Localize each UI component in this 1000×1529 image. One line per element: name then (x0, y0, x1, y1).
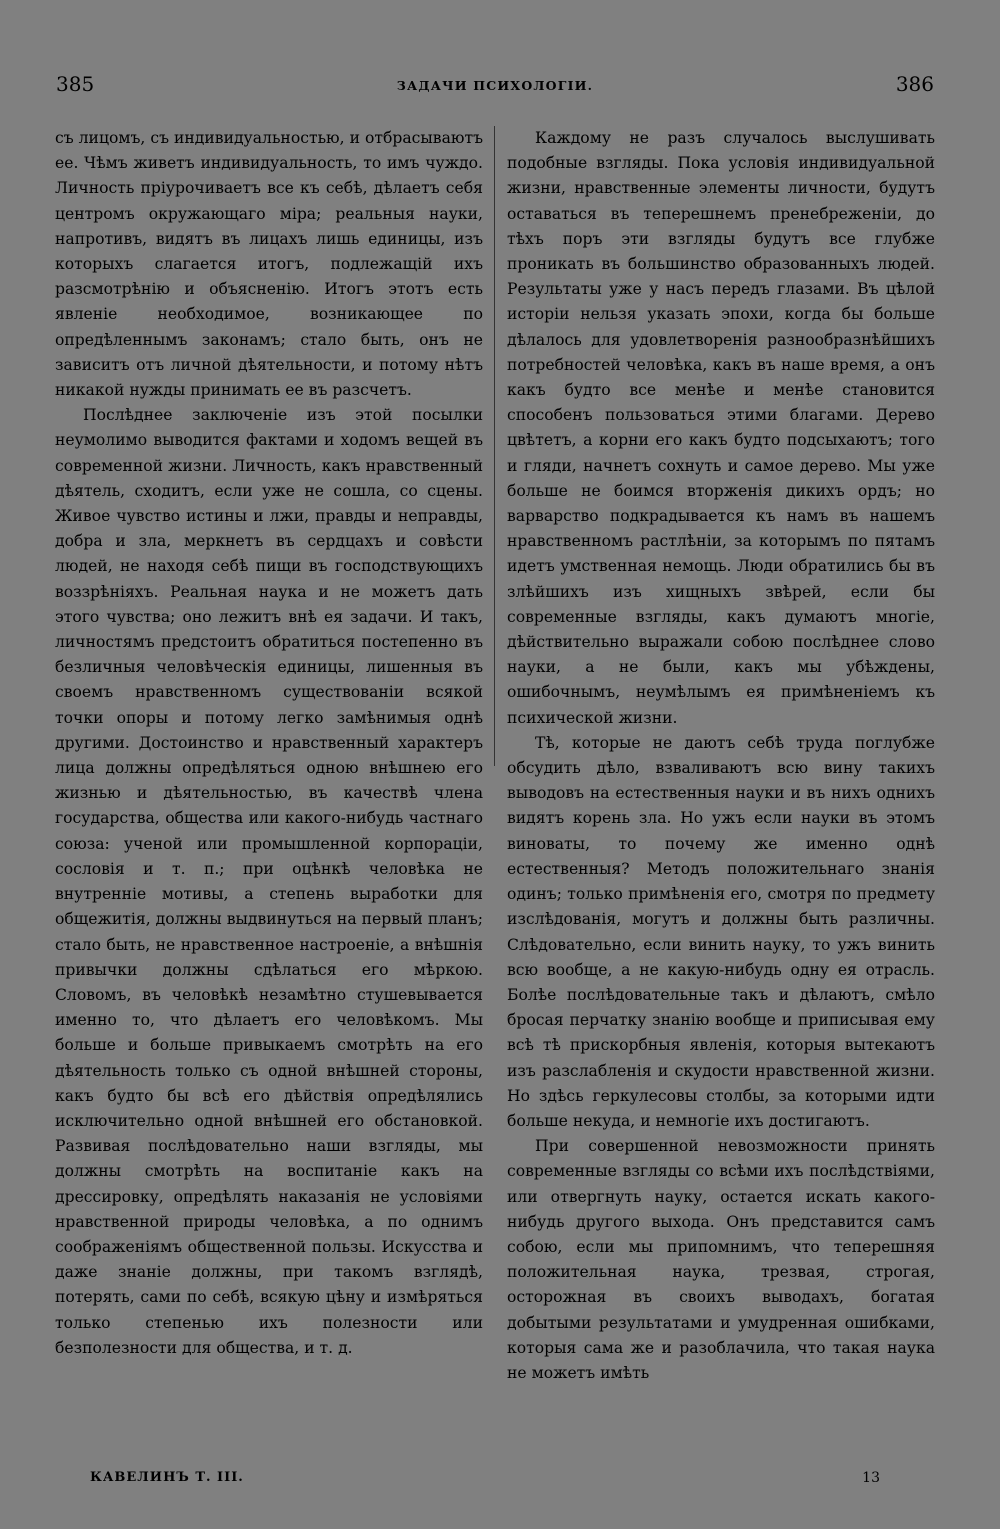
paragraph: съ лицомъ, съ индивидуальностью, и отбрасываютъ ее. Чѣмъ живетъ индивидуальность, то имъ чуждо. Личность пріурочиваетъ все къ себѣ, дѣлаетъ себя центромъ окружающаго міра; реальныя науки, напротивъ, видятъ въ лицахъ лишь единицы, изъ которыхъ слагается итогъ, подлежащій ихъ разсмотрѣнію и объясненію. Итогъ этотъ есть явленіе необходимое, возникающее по опредѣленнымъ законамъ; стало быть, онъ не зависитъ отъ личной дѣятельности, и потому нѣтъ никакой нужды принимать ее въ разсчетъ. (55, 129, 483, 400)
paragraph: Каждому не разъ случалось выслушивать подобные взгляды. Пока условія индивидуальной жизни, нравственные элементы личности, будутъ оставаться въ теперешнемъ пренебреженіи, до тѣхъ поръ эти взгляды будутъ все глубже проникать въ большинство образованныхъ людей. Результаты уже у насъ передъ глазами. Въ цѣлой исторіи нельзя указать эпохи, когда бы больше дѣлалось для удовлетворенія разнообразнѣйшихъ потребностей человѣка, какъ въ наше время, а онъ какъ будто все менѣе и менѣе становится способенъ пользоваться этими благами. Дерево цвѣтетъ, а корни его какъ будто подсыхаютъ; того и гляди, начнетъ сохнуть и самое дерево. Мы уже больше не боимся вторженія дикихъ ордъ; но варварство подкрадывается къ намъ въ нашемъ нравственномъ растлѣніи, за которымъ по пятамъ идетъ умственная немощь. Люди обратились бы въ злѣйшихъ изъ хищныхъ звѣрей, если бы современные взгляды, какъ думаютъ многіе, дѣйствительно выражали собою послѣднее слово науки, а не были, какъ мы убѣждены, ошибочнымъ, неумѣлымъ ея примѣненіемъ къ психической жизни. (507, 129, 935, 727)
column-divider (494, 126, 495, 766)
paragraph: Тѣ, которые не даютъ себѣ труда поглубже обсудить дѣло, взваливаютъ всю вину такихъ выводовъ на естественныя науки и въ нихъ однихъ видятъ корень зла. Но ужъ если науки въ этомъ виноваты, то почему же именно однѣ естественныя? Методъ положительнаго знанія одинъ; только примѣненія его, смотря по предмету изслѣдованія, могутъ и должны быть различны. Слѣдовательно, если винить науку, то ужъ винить всю вообще, а не какую-нибудь одну ея отрасль. Болѣе послѣдовательные такъ и дѣлаютъ, смѣло бросая перчатку знанію вообще и приписывая ему всѣ тѣ прискорбныя явленія, которыя вытекаютъ изъ разслабленія и скудости нравственной жизни. Но здѣсь геркулесовы столбы, за которыми идти больше некуда, и немногіе ихъ достигаютъ. (507, 733, 935, 1130)
right-page-number: 386 (895, 72, 934, 96)
paragraph: Послѣднее заключеніе изъ этой посылки неумолимо выводится фактами и ходомъ вещей въ современной жизни. Личность, какъ нравственный дѣятель, сходитъ, если уже не сошла, со сцены. Живое чувство истины и лжи, правды и неправды, добра и зла, меркнетъ въ сердцахъ и совѣсти людей, не находя себѣ пищи въ господствующихъ воззрѣніяхъ. Реальная наука и не можетъ дать этого чувства; оно лежитъ внѣ ея задачи. И такъ, личностямъ предстоитъ обратиться постепенно въ безличныя человѣческія единицы, лишенныя въ своемъ нравственномъ существованіи всякой точки опоры и потому легко замѣнимыя однѣ другими. Достоинство и нравственный характеръ лица должны опредѣляться одною внѣшнею его жизнью и дѣятельностью, въ качествѣ члена государства, общества или какого-нибудь частнаго союза: ученой или промышленной корпораціи, сословія и т. п.; при оцѣнкѣ человѣка не внутренніе мотивы, а степень выработки для общежитія, должны выдвинуться на первый планъ; стало быть, не нравственное настроеніе, а внѣшнія привычки должны сдѣлаться его мѣркою. Словомъ, въ человѣкѣ незамѣтно стушевывается именно то, что дѣлаетъ его человѣкомъ. Мы больше и больше привыкаемъ смотрѣть на его дѣятельность только съ одной внѣшней стороны, какъ будто бы всѣ его дѣйствія опредѣлялись исключительно одной внѣшней его обстановкой. Развивая послѣдовательно наши взгляды, мы должны смотрѣть на воспитаніе какъ на дрессировку, опредѣлять наказанія не условіями нравственной природы человѣка, а по однимъ соображеніямъ общественной пользы. Искусства и даже знаніе должны, при такомъ взглядѣ, потерять, сами по себѣ, всякую цѣну и измѣряться только степенью ихъ полезности или безполезности для общества, и т. д. (55, 406, 483, 1357)
paragraph: При совершенной невозможности принять современные взгляды со всѣми ихъ послѣдствіями, или отвергнуть науку, остается искать какого-нибудь другого выхода. Онъ представится самъ собою, если мы припомнимъ, что теперешняя положительная наука, трезвая, строгая, осторожная въ своихъ выводахъ, богатая добытыми результатами и умудренная ошибками, которыя сама же и разоблачила, что такая наука не можетъ имѣть (507, 1137, 935, 1382)
running-title: ЗАДАЧИ ПСИХОЛОГІИ. (396, 78, 594, 93)
page-header (56, 72, 934, 112)
right-column (507, 126, 935, 1456)
page-footer (90, 1470, 880, 1500)
signature-number: 13 (862, 1470, 880, 1486)
left-page-number: 385 (56, 72, 95, 96)
signature-mark: КАВЕЛИНЪ Т. III. (90, 1470, 244, 1485)
left-column (55, 126, 483, 1456)
